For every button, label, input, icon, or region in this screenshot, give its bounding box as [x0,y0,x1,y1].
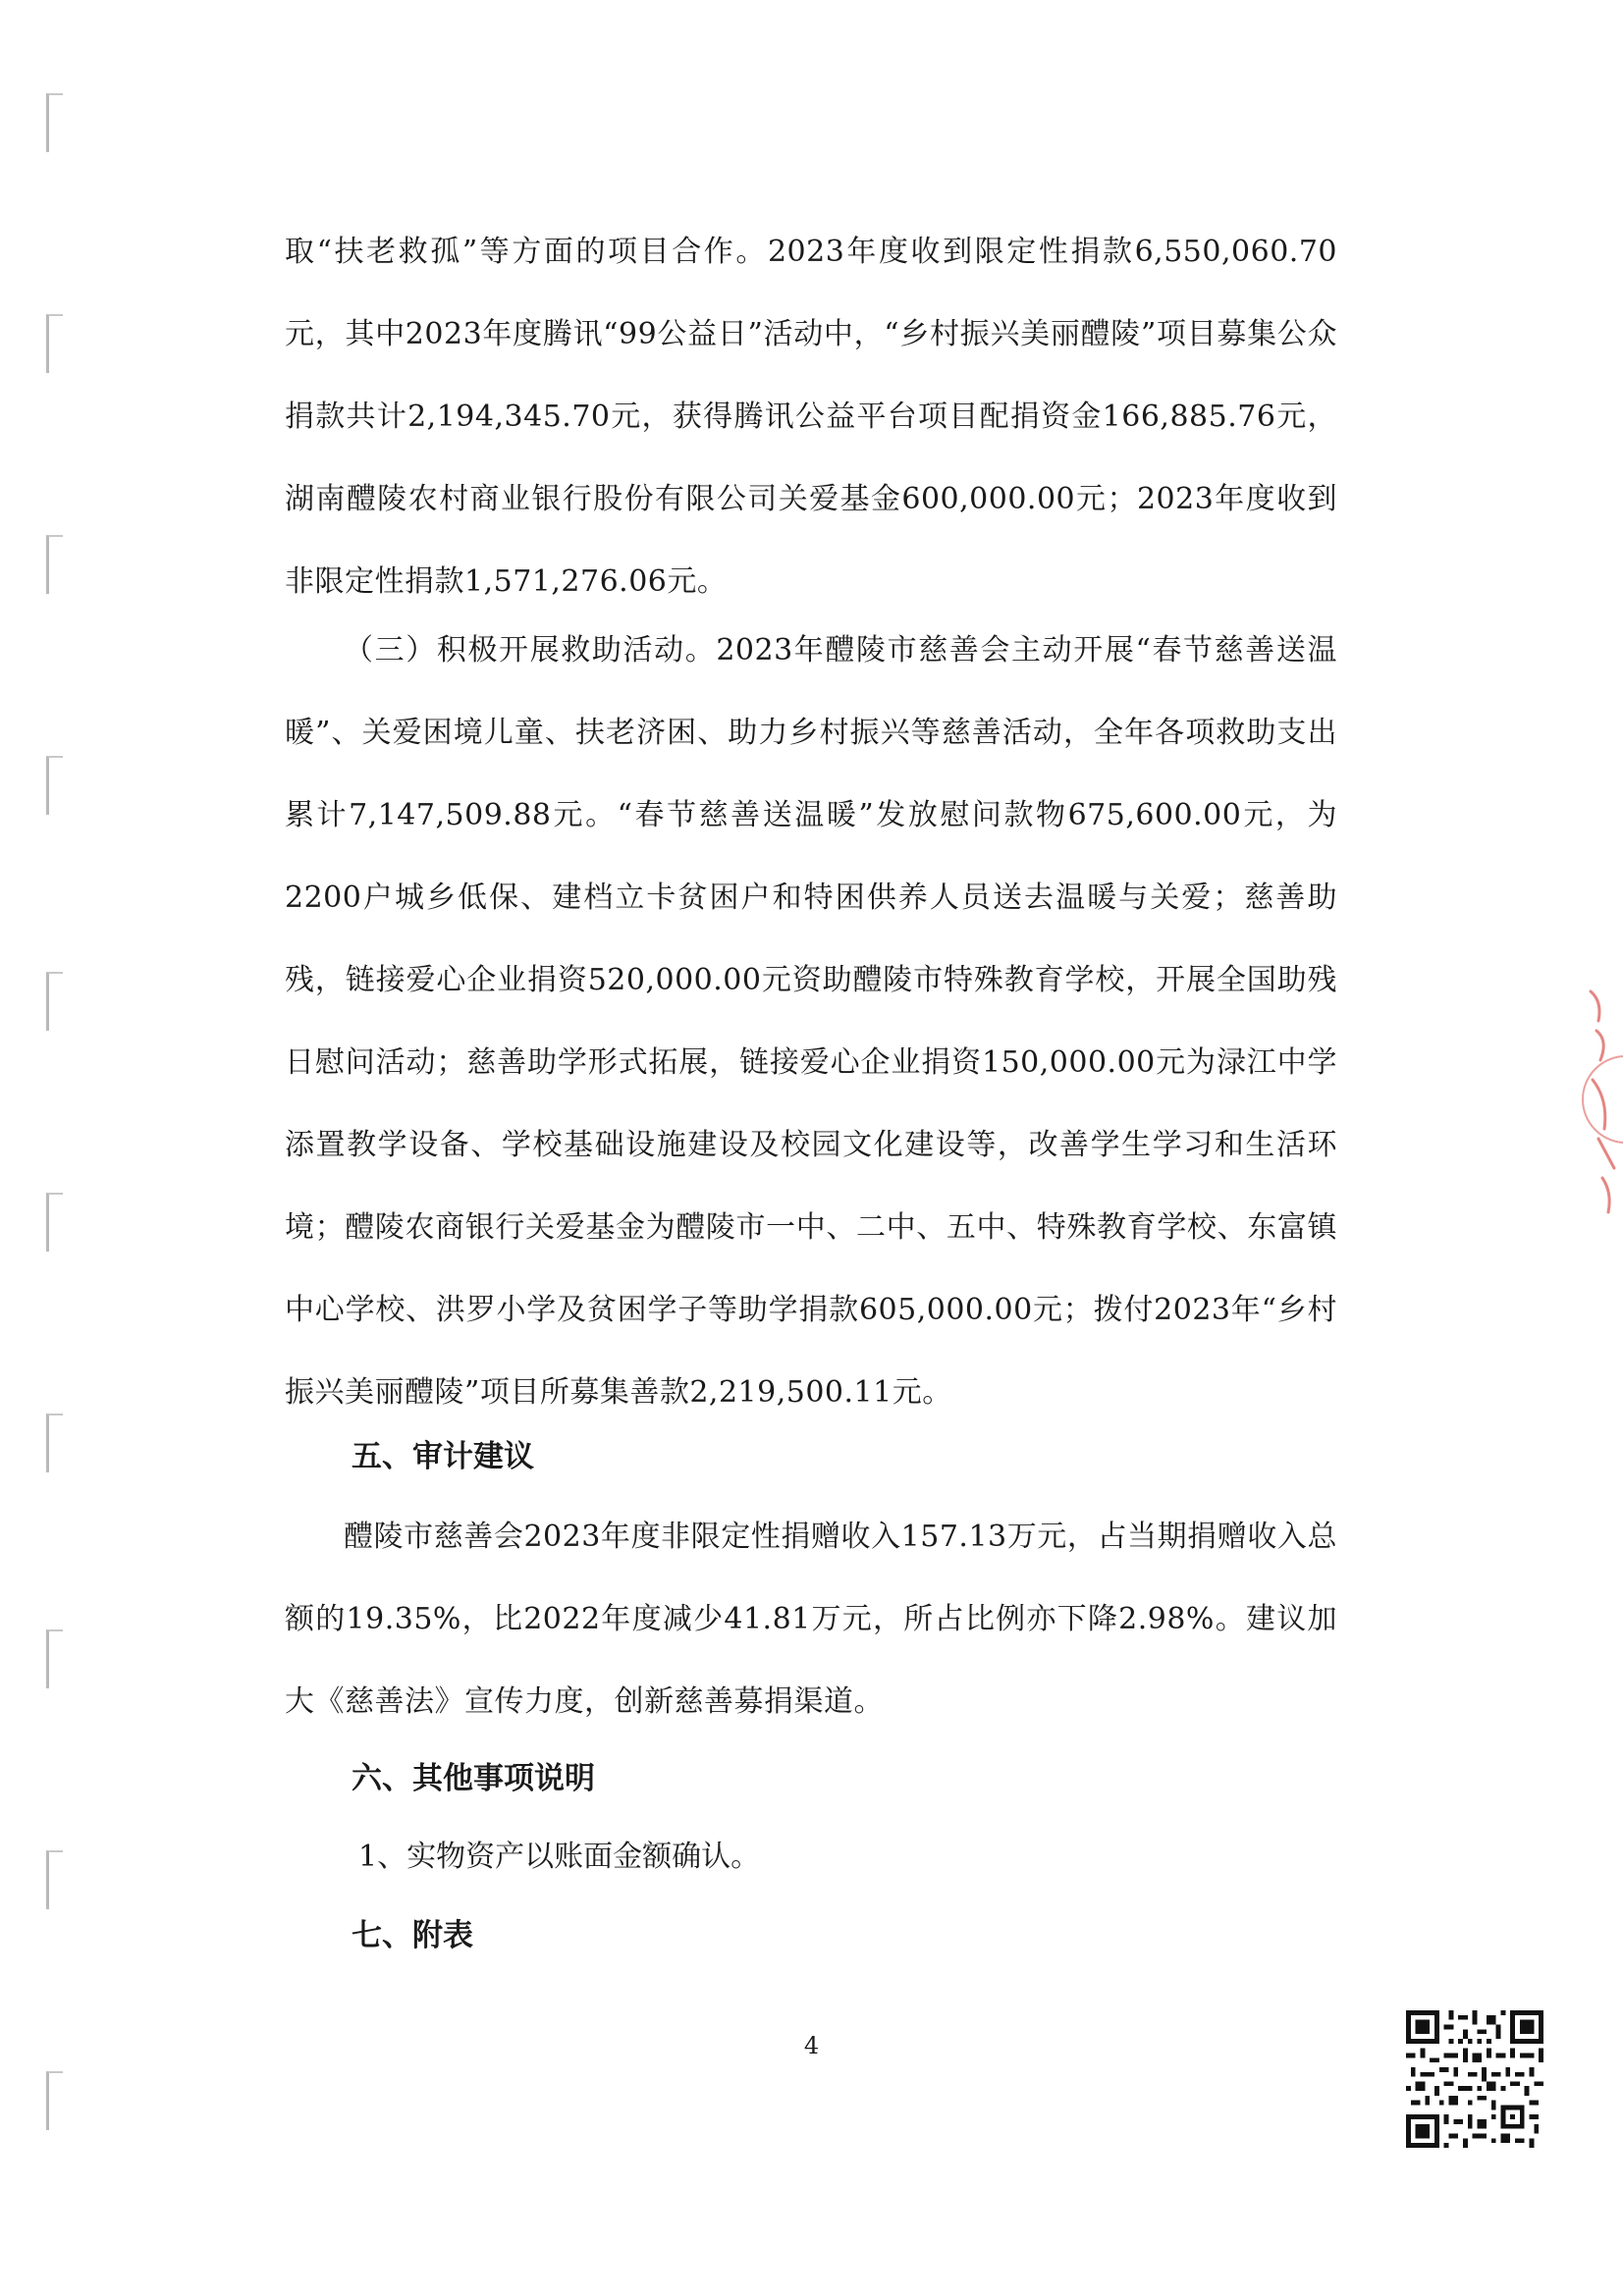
binding-mark-icon [46,2071,63,2130]
paragraph-audit-suggestions: 醴陵市慈善会2023年度非限定性捐赠收入157.13万元，占当期捐赠收入总额的19.35%，比2022年度减少41.81万元，所占比例亦下降2.98%。建议加大《慈善法》宣传力度，创新慈善募捐渠道。 [285,1520,1337,1719]
binding-mark-icon [46,972,63,1031]
paragraph-relief-activities: （三）积极开展救助活动。2023年醴陵市慈善会主动开展“春节慈善送温暖”、关爱困境儿童、扶老济困、助力乡村振兴等慈善活动，全年各项救助支出累计7,147,509.88元。“春节慈善送温暖”发放慰问款物675,600.00元，为2200户城乡低保、建档立卡贫困户和特困供养人员送去温暖与关爱；慈善助残，链接爱心企业捐资520,000.00元资助醴陵市特殊教育学校，开展全国助残日慰问活动；慈善助学形式拓展，链接爱心企业捐资150,000.00元为渌江中学添置教学设备、学校基础设施建设及校园文化建设等，改善学生学习和生活环境；醴陵农商银行关爱基金为醴陵市一中、二中、五中、特殊教育学校、东富镇中心学校、洪罗小学及贫困学子等助学捐款605,000.00元；拨付2023年“乡村振兴美丽醴陵”项目所募集善款2,219,500.11元。 [285,633,1337,1410]
binding-mark-icon [46,93,63,152]
binding-mark-icon [46,1193,63,1252]
binding-mark-icon [46,1629,63,1688]
binding-mark-icon [46,535,63,594]
binding-mark-icon [46,756,63,815]
section-heading-audit-suggestions: 五、审计建议 [352,1439,534,1474]
section-heading-appendix: 七、附表 [352,1918,473,1953]
section-heading-other-matters: 六、其他事项说明 [352,1761,595,1796]
seal-stamp-icon [1579,982,1623,1217]
qr-code-icon [1406,2010,1543,2148]
paragraph-donations: 取“扶老救孤”等方面的项目合作。2023年度收到限定性捐款6,550,060.70元，其中2023年度腾讯“99公益日”活动中，“乡村振兴美丽醴陵”项目募集公众捐款共计2,194,345.70元，获得腾讯公益平台项目配捐资金166,885.76元，湖南醴陵农村商业银行股份有限公司关爱基金600,000.00元；2023年度收到非限定性捐款1,571,276.06元。 [285,235,1337,599]
binding-mark-icon [46,314,63,373]
list-item-physical-assets: 1、实物资产以账面金额确认。 [358,1840,761,1874]
page-number: 4 [803,2032,820,2059]
binding-mark-icon [46,1414,63,1472]
binding-mark-icon [46,1850,63,1909]
